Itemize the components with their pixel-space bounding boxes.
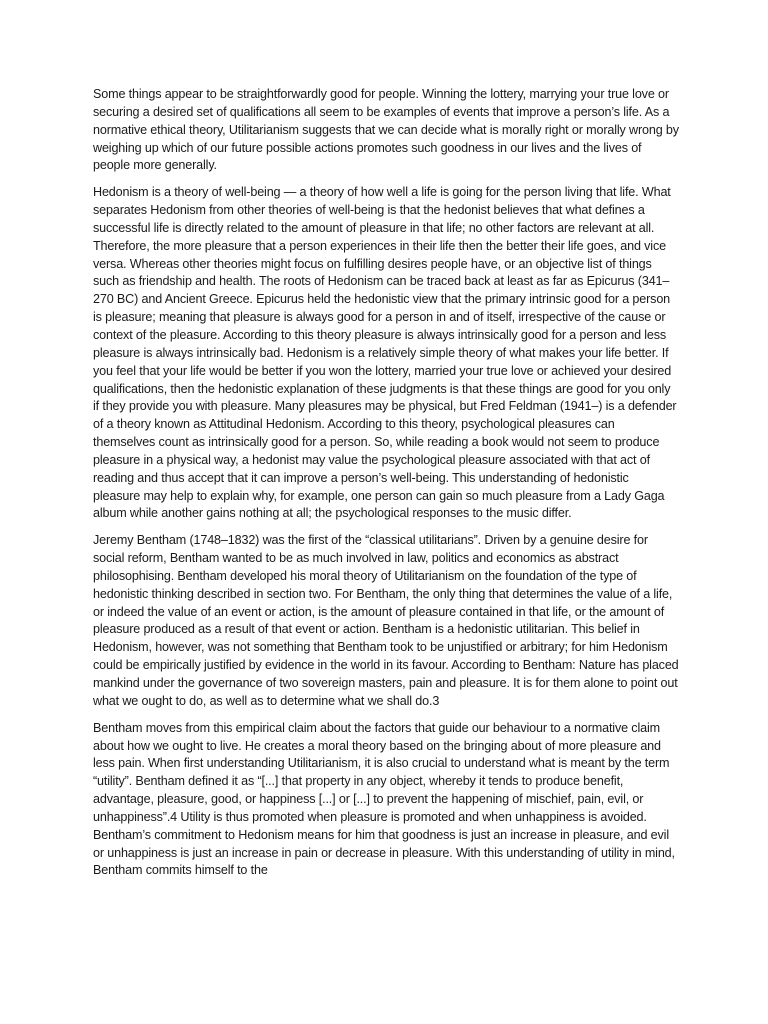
paragraph-intro: Some things appear to be straightforwardly good for people. Winning the lottery, marrying your true love or securing a desired set of qualifications all seem to be examples of events that improve a person’s life. As a normative ethical theory, Utilitarianism suggests that we can decide what is morally right or morally wrong by weighing up which of our future possible actions promotes such goodness in our lives and the lives of people more generally. bbox=[93, 87, 679, 173]
document-page bbox=[93, 86, 679, 889]
paragraph-utility: Bentham moves from this empirical claim about the factors that guide our behaviour to a normative claim about how we ought to live. He creates a moral theory based on the bringing about of more pleasure and less pain. When first understanding Utilitarianism, it is also crucial to understand what is meant by the term “utility”. Bentham defined it as “[...] that property in any object, whereby it tends to produce benefit, advantage, pleasure, good, or happiness [...] or [...] to prevent the happening of mischief, pain, evil, or unhappiness”.4 Utility is thus promoted when pleasure is promoted and when unhappiness is avoided. Bentham’s commitment to Hedonism means for him that goodness is just an increase in pleasure, and evil or unhappiness is just an increase in pain or decrease in pleasure. With this understanding of utility in mind, Bentham commits himself to the bbox=[93, 720, 675, 878]
paragraph-bentham: Jeremy Bentham (1748–1832) was the first of the “classical utilitarians”. Driven by a genuine desire for social reform, Bentham wanted to be as much involved in law, politics and economics as abstract philosophising. Bentham developed his moral theory of Utilitarianism on the foundation of the type of hedonistic thinking described in section two. For Bentham, the only thing that determines the value of a life, or indeed the value of an event or action, is the amount of pleasure contained in that life, or the amount of pleasure produced as a result of that event or action. Bentham is a hedonistic utilitarian. This belief in Hedonism, however, was not something that Bentham took to be unjustified or arbitrary; for him Hedonism could be empirically justified by evidence in the world in its favour. According to Bentham: Nature has placed mankind under the governance of two sovereign masters, pain and pleasure. It is for them alone to point out what we ought to do, as well as to determine what we shall do.3 bbox=[93, 533, 679, 708]
paragraph-hedonism: Hedonism is a theory of well-being — a theory of how well a life is going for the person living that life. What separates Hedonism from other theories of well-being is that the hedonist believes that what defines a successful life is directly related to the amount of pleasure in that life; no other factors are relevant at all. Therefore, the more pleasure that a person experiences in their life then the better their life goes, and vice versa. Whereas other theories might focus on fulfilling desires people have, or an objective list of things such as friendship and health. The roots of Hedonism can be traced back at least as far as Epicurus (341–270 BC) and Ancient Greece. Epicurus held the hedonistic view that the primary intrinsic good for a person is pleasure; meaning that pleasure is always good for a person in and of itself, irrespective of the cause or context of the pleasure. According to this theory pleasure is always intrinsically good for a person and less pleasure is always intrinsically bad. Hedonism is a relatively simple theory of what makes your life better. If you feel that your life would be better if you won the lottery, married your true love or achieved your desired qualifications, then the hedonistic explanation of these judgments is that these things are good for you only if they provide you with pleasure. Many pleasures may be physical, but Fred Feldman (1941–) is a defender of a theory known as Attitudinal Hedonism. According to this theory, psychological pleasures can themselves count as intrinsically good for a person. So, while reading a book would not seem to produce pleasure in a physical way, a hedonist may value the psychological pleasure associated with that act of reading and thus accept that it can improve a person’s well-being. This understanding of hedonistic pleasure may help to explain why, for example, one person can gain so much pleasure from a Lady Gaga album while another gains nothing at all; the psychological responses to the music differ. bbox=[93, 185, 677, 521]
